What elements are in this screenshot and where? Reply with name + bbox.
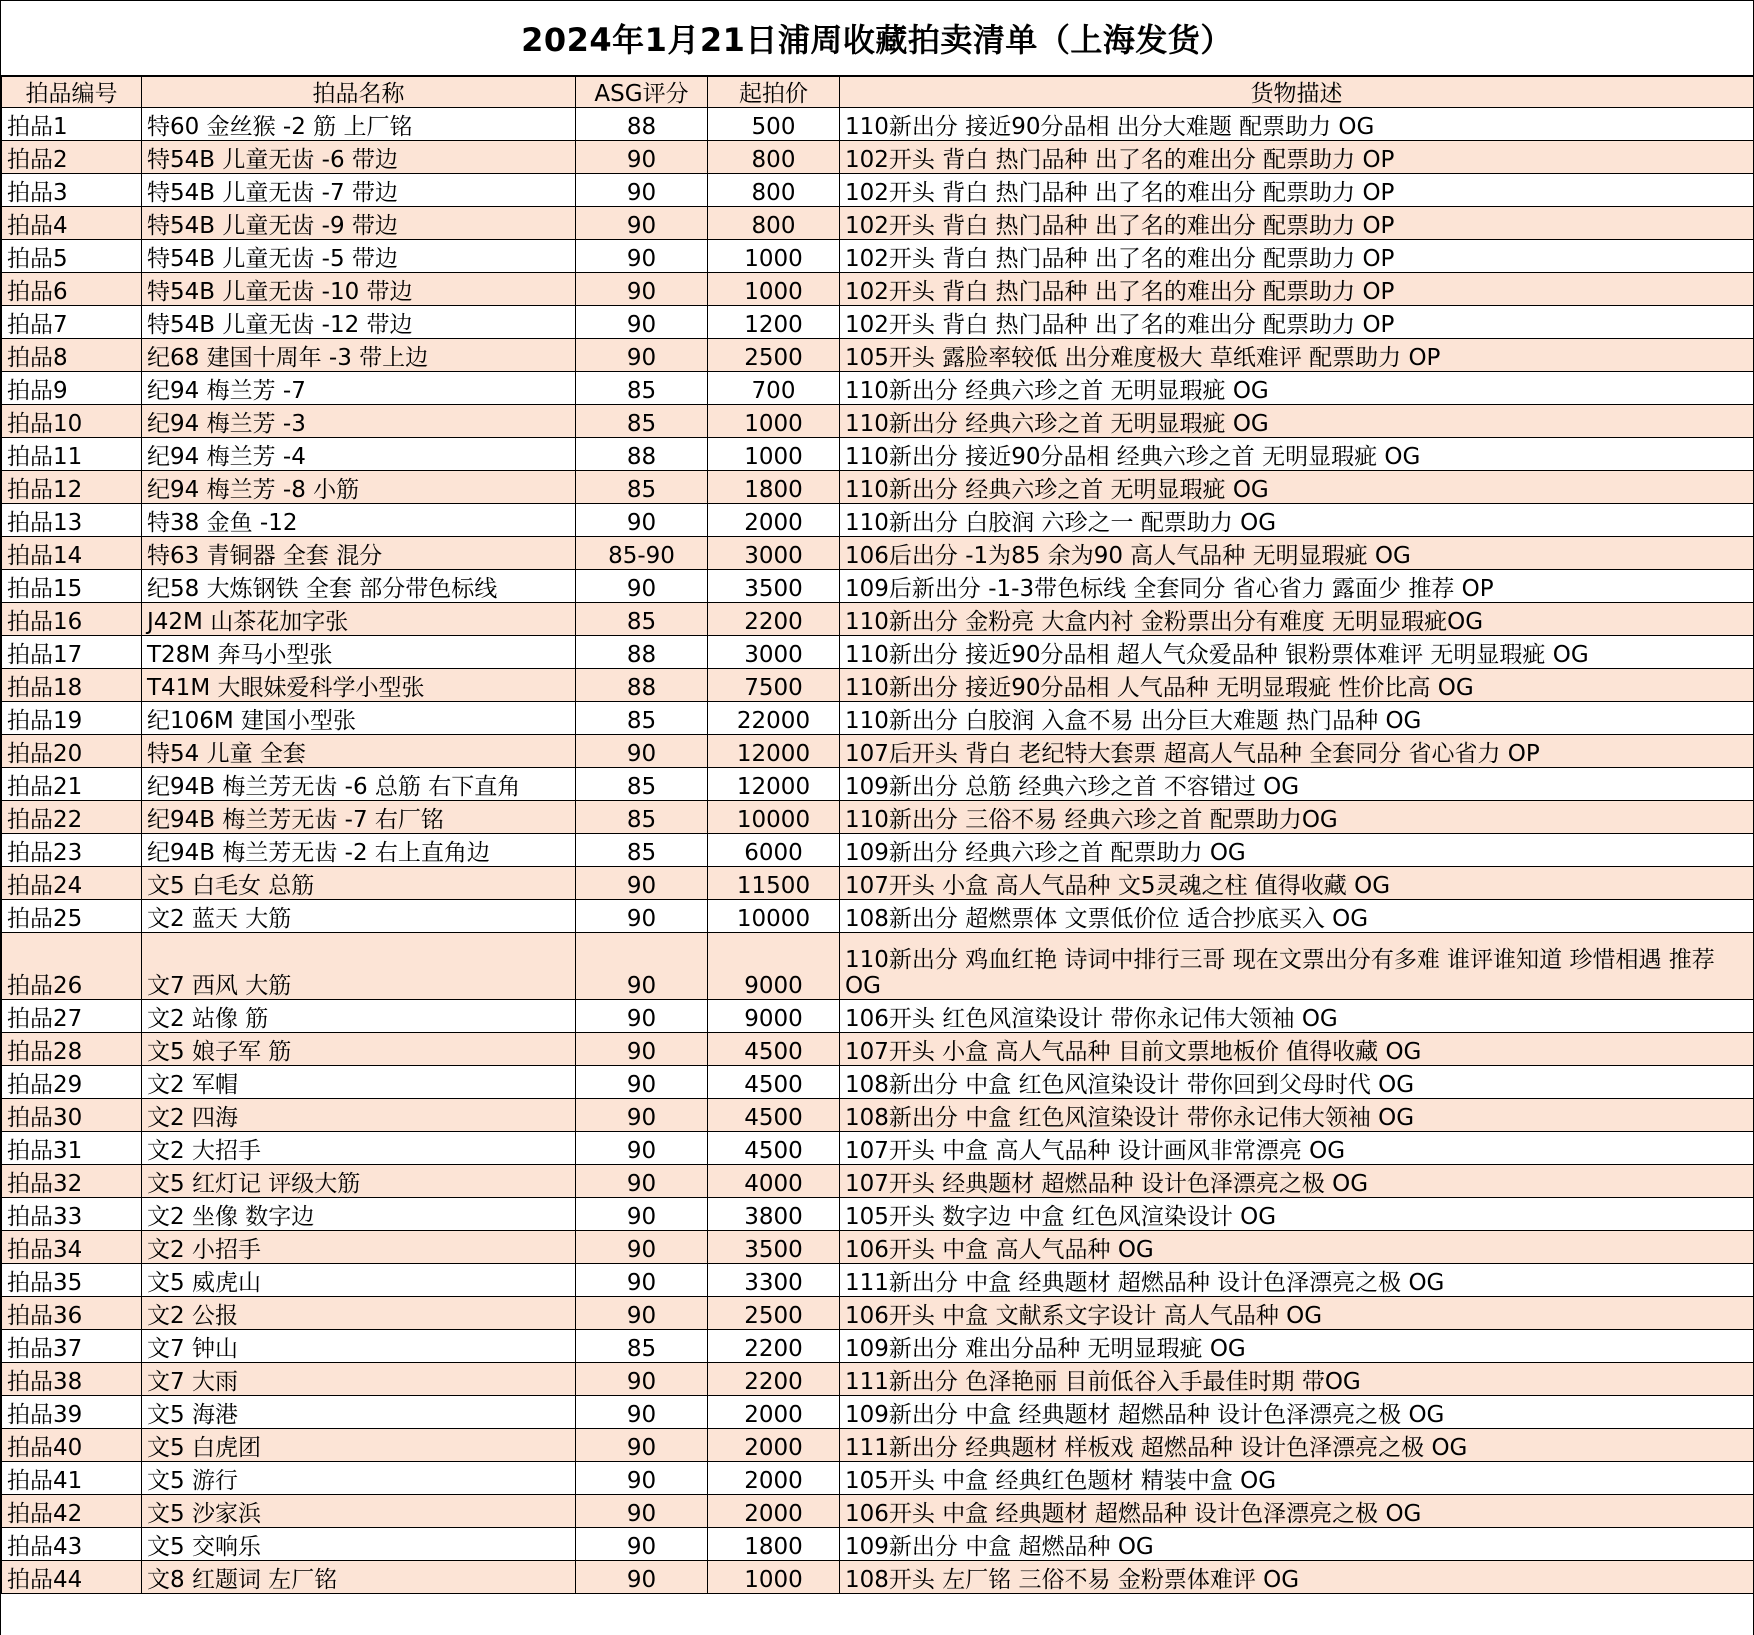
table-row — [2, 1132, 1754, 1165]
start-price-cell: 9000 — [708, 1000, 840, 1033]
start-price-cell: 22000 — [708, 702, 840, 735]
asg-grade-cell: 90 — [576, 1495, 708, 1528]
description-cell: 109新出分 中盒 经典题材 超燃品种 设计色泽漂亮之极 OG — [840, 1396, 1754, 1429]
lot-number-cell: 拍品7 — [2, 306, 142, 339]
asg-grade-cell: 90 — [576, 1033, 708, 1066]
description-cell: 110新出分 接近90分品相 超人气众爱品种 银粉票体难评 无明显瑕疵 OG — [840, 636, 1754, 669]
lot-number-cell: 拍品3 — [2, 174, 142, 207]
asg-grade-cell: 90 — [576, 867, 708, 900]
description-cell: 110新出分 接近90分品相 人气品种 无明显瑕疵 性价比高 OG — [840, 669, 1754, 702]
description-cell: 108新出分 超燃票体 文票低价位 适合抄底买入 OG — [840, 900, 1754, 933]
lot-name-cell: 文5 白毛女 总筋 — [142, 867, 576, 900]
lot-number-cell: 拍品2 — [2, 141, 142, 174]
lot-number-cell: 拍品1 — [2, 108, 142, 141]
description-cell: 108新出分 中盒 红色风渲染设计 带你永记伟大领袖 OG — [840, 1099, 1754, 1132]
title-row — [1, 0, 1753, 76]
start-price-cell: 1000 — [708, 438, 840, 471]
description-cell: 107后开头 背白 老纪特大套票 超高人气品种 全套同分 省心省力 OP — [840, 735, 1754, 768]
asg-grade-cell: 90 — [576, 504, 708, 537]
table-row — [2, 438, 1754, 471]
table-row — [2, 702, 1754, 735]
lot-number-cell: 拍品20 — [2, 735, 142, 768]
table-row — [2, 867, 1754, 900]
header-start-price: 起拍价 — [708, 77, 840, 108]
start-price-cell: 800 — [708, 141, 840, 174]
asg-grade-cell: 90 — [576, 141, 708, 174]
lot-number-cell: 拍品44 — [2, 1561, 142, 1594]
asg-grade-cell: 88 — [576, 108, 708, 141]
start-price-cell: 2000 — [708, 1396, 840, 1429]
asg-grade-cell: 85 — [576, 1330, 708, 1363]
asg-grade-cell: 90 — [576, 1429, 708, 1462]
start-price-cell: 2000 — [708, 1495, 840, 1528]
lot-name-cell: 特54B 儿童无齿 -7 带边 — [142, 174, 576, 207]
description-cell: 105开头 露脸率较低 出分难度极大 草纸难评 配票助力 OP — [840, 339, 1754, 372]
start-price-cell: 1800 — [708, 471, 840, 504]
asg-grade-cell: 90 — [576, 273, 708, 306]
description-cell: 106后出分 -1为85 余为90 高人气品种 无明显瑕疵 OG — [840, 537, 1754, 570]
table-row — [2, 900, 1754, 933]
start-price-cell: 2200 — [708, 1363, 840, 1396]
start-price-cell: 1000 — [708, 240, 840, 273]
lot-name-cell: 文2 公报 — [142, 1297, 576, 1330]
asg-grade-cell: 85 — [576, 603, 708, 636]
start-price-cell: 800 — [708, 207, 840, 240]
description-cell: 102开头 背白 热门品种 出了名的难出分 配票助力 OP — [840, 207, 1754, 240]
description-cell: 108新出分 中盒 红色风渲染设计 带你回到父母时代 OG — [840, 1066, 1754, 1099]
sheet-title: 2024年1月21日浦周收藏拍卖清单（上海发货） — [521, 21, 1233, 59]
lot-number-cell: 拍品21 — [2, 768, 142, 801]
asg-grade-cell: 88 — [576, 669, 708, 702]
header-lot-number: 拍品编号 — [2, 77, 142, 108]
lot-name-cell: 文7 钟山 — [142, 1330, 576, 1363]
lot-name-cell: 纪94B 梅兰芳无齿 -2 右上直角边 — [142, 834, 576, 867]
description-cell: 102开头 背白 热门品种 出了名的难出分 配票助力 OP — [840, 240, 1754, 273]
description-cell: 106开头 中盒 文献系文字设计 高人气品种 OG — [840, 1297, 1754, 1330]
table-row — [2, 735, 1754, 768]
asg-grade-cell: 85 — [576, 372, 708, 405]
lot-number-cell: 拍品14 — [2, 537, 142, 570]
description-cell: 111新出分 经典题材 样板戏 超燃品种 设计色泽漂亮之极 OG — [840, 1429, 1754, 1462]
description-cell: 110新出分 白胶润 入盒不易 出分巨大难题 热门品种 OG — [840, 702, 1754, 735]
lot-number-cell: 拍品35 — [2, 1264, 142, 1297]
lot-number-cell: 拍品13 — [2, 504, 142, 537]
asg-grade-cell: 88 — [576, 438, 708, 471]
description-cell: 110新出分 金粉亮 大盒内衬 金粉票出分有难度 无明显瑕疵OG — [840, 603, 1754, 636]
lot-name-cell: 特54B 儿童无齿 -5 带边 — [142, 240, 576, 273]
start-price-cell: 500 — [708, 108, 840, 141]
asg-grade-cell: 85 — [576, 801, 708, 834]
start-price-cell: 2500 — [708, 1297, 840, 1330]
lot-name-cell: 文2 蓝天 大筋 — [142, 900, 576, 933]
lot-name-cell: 特54 儿童 全套 — [142, 735, 576, 768]
asg-grade-cell: 90 — [576, 1396, 708, 1429]
table-row — [2, 1000, 1754, 1033]
start-price-cell: 4000 — [708, 1165, 840, 1198]
table-row — [2, 1264, 1754, 1297]
start-price-cell: 1000 — [708, 1561, 840, 1594]
asg-grade-cell: 90 — [576, 1132, 708, 1165]
lot-name-cell: 文5 沙家浜 — [142, 1495, 576, 1528]
start-price-cell: 7500 — [708, 669, 840, 702]
lot-number-cell: 拍品28 — [2, 1033, 142, 1066]
lot-number-cell: 拍品22 — [2, 801, 142, 834]
description-cell: 102开头 背白 热门品种 出了名的难出分 配票助力 OP — [840, 273, 1754, 306]
asg-grade-cell: 90 — [576, 1264, 708, 1297]
lot-number-cell: 拍品24 — [2, 867, 142, 900]
table-row — [2, 471, 1754, 504]
asg-grade-cell: 85 — [576, 405, 708, 438]
lot-name-cell: 文2 小招手 — [142, 1231, 576, 1264]
start-price-cell: 10000 — [708, 801, 840, 834]
lot-number-cell: 拍品23 — [2, 834, 142, 867]
description-cell: 105开头 中盒 经典红色题材 精装中盒 OG — [840, 1462, 1754, 1495]
description-cell: 102开头 背白 热门品种 出了名的难出分 配票助力 OP — [840, 306, 1754, 339]
description-cell: 109新出分 总筋 经典六珍之首 不容错过 OG — [840, 768, 1754, 801]
start-price-cell: 11500 — [708, 867, 840, 900]
table-row — [2, 504, 1754, 537]
start-price-cell: 3500 — [708, 1231, 840, 1264]
lot-name-cell: 纪94B 梅兰芳无齿 -7 右厂铭 — [142, 801, 576, 834]
table-row — [2, 603, 1754, 636]
description-cell: 110新出分 经典六珍之首 无明显瑕疵 OG — [840, 405, 1754, 438]
description-cell: 109新出分 难出分品种 无明显瑕疵 OG — [840, 1330, 1754, 1363]
table-row — [2, 207, 1754, 240]
lot-number-cell: 拍品33 — [2, 1198, 142, 1231]
description-cell: 106开头 中盒 经典题材 超燃品种 设计色泽漂亮之极 OG — [840, 1495, 1754, 1528]
start-price-cell: 1000 — [708, 405, 840, 438]
auction-table — [1, 76, 1754, 1594]
lot-name-cell: 特54B 儿童无齿 -12 带边 — [142, 306, 576, 339]
description-cell: 102开头 背白 热门品种 出了名的难出分 配票助力 OP — [840, 141, 1754, 174]
lot-number-cell: 拍品18 — [2, 669, 142, 702]
table-row — [2, 669, 1754, 702]
lot-name-cell: 文2 站像 筋 — [142, 1000, 576, 1033]
table-row — [2, 174, 1754, 207]
description-cell: 109新出分 中盒 超燃品种 OG — [840, 1528, 1754, 1561]
lot-name-cell: 文5 游行 — [142, 1462, 576, 1495]
lot-number-cell: 拍品16 — [2, 603, 142, 636]
lot-name-cell: 特60 金丝猴 -2 筋 上厂铭 — [142, 108, 576, 141]
lot-name-cell: 纪68 建国十周年 -3 带上边 — [142, 339, 576, 372]
table-row — [2, 240, 1754, 273]
description-cell: 110新出分 白胶润 六珍之一 配票助力 OG — [840, 504, 1754, 537]
asg-grade-cell: 90 — [576, 1297, 708, 1330]
asg-grade-cell: 90 — [576, 1066, 708, 1099]
lot-number-cell: 拍品11 — [2, 438, 142, 471]
description-cell: 110新出分 经典六珍之首 无明显瑕疵 OG — [840, 471, 1754, 504]
start-price-cell: 9000 — [708, 933, 840, 1000]
asg-grade-cell: 85 — [576, 834, 708, 867]
asg-grade-cell: 90 — [576, 1165, 708, 1198]
lot-number-cell: 拍品19 — [2, 702, 142, 735]
asg-grade-cell: 90 — [576, 1000, 708, 1033]
lot-name-cell: 特63 青铜器 全套 混分 — [142, 537, 576, 570]
lot-name-cell: 文2 大招手 — [142, 1132, 576, 1165]
description-cell: 110新出分 鸡血红艳 诗词中排行三哥 现在文票出分有多难 谁评谁知道 珍惜相遇 推荐 OG — [840, 933, 1754, 1000]
lot-number-cell: 拍品9 — [2, 372, 142, 405]
table-body — [2, 108, 1754, 1594]
table-row — [2, 1462, 1754, 1495]
start-price-cell: 1800 — [708, 1528, 840, 1561]
description-cell: 110新出分 接近90分品相 出分大难题 配票助力 OG — [840, 108, 1754, 141]
asg-grade-cell: 90 — [576, 1231, 708, 1264]
table-row — [2, 1561, 1754, 1594]
table-row — [2, 801, 1754, 834]
lot-name-cell: 文5 白虎团 — [142, 1429, 576, 1462]
start-price-cell: 800 — [708, 174, 840, 207]
lot-number-cell: 拍品30 — [2, 1099, 142, 1132]
table-row — [2, 834, 1754, 867]
lot-name-cell: 文2 四海 — [142, 1099, 576, 1132]
table-row — [2, 933, 1754, 1000]
lot-number-cell: 拍品42 — [2, 1495, 142, 1528]
table-row — [2, 1363, 1754, 1396]
lot-number-cell: 拍品8 — [2, 339, 142, 372]
lot-name-cell: 特54B 儿童无齿 -10 带边 — [142, 273, 576, 306]
description-cell: 107开头 小盒 高人气品种 文5灵魂之柱 值得收藏 OG — [840, 867, 1754, 900]
lot-name-cell: 特54B 儿童无齿 -9 带边 — [142, 207, 576, 240]
start-price-cell: 4500 — [708, 1132, 840, 1165]
start-price-cell: 2000 — [708, 1462, 840, 1495]
lot-name-cell: 文5 红灯记 评级大筋 — [142, 1165, 576, 1198]
asg-grade-cell: 90 — [576, 207, 708, 240]
lot-number-cell: 拍品6 — [2, 273, 142, 306]
lot-number-cell: 拍品5 — [2, 240, 142, 273]
lot-number-cell: 拍品15 — [2, 570, 142, 603]
lot-number-cell: 拍品39 — [2, 1396, 142, 1429]
table-row — [2, 273, 1754, 306]
asg-grade-cell: 90 — [576, 1198, 708, 1231]
table-row — [2, 1033, 1754, 1066]
description-cell: 107开头 小盒 高人气品种 目前文票地板价 值得收藏 OG — [840, 1033, 1754, 1066]
start-price-cell: 6000 — [708, 834, 840, 867]
start-price-cell: 2200 — [708, 1330, 840, 1363]
header-asg-grade: ASG评分 — [576, 77, 708, 108]
table-row — [2, 636, 1754, 669]
lot-name-cell: 文5 海港 — [142, 1396, 576, 1429]
start-price-cell: 1200 — [708, 306, 840, 339]
lot-name-cell: 纪106M 建国小型张 — [142, 702, 576, 735]
header-description: 货物描述 — [840, 77, 1754, 108]
table-row — [2, 537, 1754, 570]
lot-name-cell: 特54B 儿童无齿 -6 带边 — [142, 141, 576, 174]
asg-grade-cell: 90 — [576, 900, 708, 933]
lot-name-cell: 文2 坐像 数字边 — [142, 1198, 576, 1231]
start-price-cell: 1000 — [708, 273, 840, 306]
start-price-cell: 12000 — [708, 768, 840, 801]
lot-name-cell: 纪94 梅兰芳 -7 — [142, 372, 576, 405]
asg-grade-cell: 85 — [576, 471, 708, 504]
start-price-cell: 12000 — [708, 735, 840, 768]
description-cell: 110新出分 三俗不易 经典六珍之首 配票助力OG — [840, 801, 1754, 834]
start-price-cell: 2200 — [708, 603, 840, 636]
lot-name-cell: 纪94 梅兰芳 -4 — [142, 438, 576, 471]
lot-number-cell: 拍品41 — [2, 1462, 142, 1495]
lot-number-cell: 拍品4 — [2, 207, 142, 240]
asg-grade-cell: 90 — [576, 174, 708, 207]
asg-grade-cell: 85 — [576, 768, 708, 801]
lot-number-cell: 拍品12 — [2, 471, 142, 504]
asg-grade-cell: 90 — [576, 1528, 708, 1561]
start-price-cell: 2000 — [708, 1429, 840, 1462]
lot-number-cell: 拍品43 — [2, 1528, 142, 1561]
lot-name-cell: 纪58 大炼钢铁 全套 部分带色标线 — [142, 570, 576, 603]
lot-name-cell: 纪94 梅兰芳 -3 — [142, 405, 576, 438]
table-row — [2, 306, 1754, 339]
lot-name-cell: 纪94B 梅兰芳无齿 -6 总筋 右下直角 — [142, 768, 576, 801]
start-price-cell: 3500 — [708, 570, 840, 603]
lot-number-cell: 拍品17 — [2, 636, 142, 669]
asg-grade-cell: 90 — [576, 735, 708, 768]
start-price-cell: 3800 — [708, 1198, 840, 1231]
table-row — [2, 768, 1754, 801]
description-cell: 110新出分 接近90分品相 经典六珍之首 无明显瑕疵 OG — [840, 438, 1754, 471]
asg-grade-cell: 85 — [576, 702, 708, 735]
table-row — [2, 1495, 1754, 1528]
header-row — [2, 77, 1754, 108]
asg-grade-cell: 90 — [576, 339, 708, 372]
asg-grade-cell: 90 — [576, 933, 708, 1000]
start-price-cell: 3000 — [708, 636, 840, 669]
table-row — [2, 141, 1754, 174]
asg-grade-cell: 90 — [576, 240, 708, 273]
lot-number-cell: 拍品37 — [2, 1330, 142, 1363]
description-cell: 111新出分 中盒 经典题材 超燃品种 设计色泽漂亮之极 OG — [840, 1264, 1754, 1297]
description-cell: 106开头 红色风渲染设计 带你永记伟大领袖 OG — [840, 1000, 1754, 1033]
lot-name-cell: 文7 大雨 — [142, 1363, 576, 1396]
description-cell: 111新出分 色泽艳丽 目前低谷入手最佳时期 带OG — [840, 1363, 1754, 1396]
lot-number-cell: 拍品10 — [2, 405, 142, 438]
start-price-cell: 10000 — [708, 900, 840, 933]
lot-name-cell: 文5 威虎山 — [142, 1264, 576, 1297]
table-row — [2, 1429, 1754, 1462]
description-cell: 109后新出分 -1-3带色标线 全套同分 省心省力 露面少 推荐 OP — [840, 570, 1754, 603]
start-price-cell: 3300 — [708, 1264, 840, 1297]
start-price-cell: 700 — [708, 372, 840, 405]
table-row — [2, 1330, 1754, 1363]
lot-number-cell: 拍品32 — [2, 1165, 142, 1198]
asg-grade-cell: 88 — [576, 636, 708, 669]
description-cell: 105开头 数字边 中盒 红色风渲染设计 OG — [840, 1198, 1754, 1231]
table-row — [2, 570, 1754, 603]
lot-name-cell: J42M 山茶花加字张 — [142, 603, 576, 636]
lot-number-cell: 拍品25 — [2, 900, 142, 933]
table-row — [2, 108, 1754, 141]
asg-grade-cell: 90 — [576, 1099, 708, 1132]
lot-name-cell: 特38 金鱼 -12 — [142, 504, 576, 537]
asg-grade-cell: 90 — [576, 1462, 708, 1495]
description-cell: 110新出分 经典六珍之首 无明显瑕疵 OG — [840, 372, 1754, 405]
lot-name-cell: 文5 娘子军 筋 — [142, 1033, 576, 1066]
asg-grade-cell: 90 — [576, 306, 708, 339]
table-row — [2, 1198, 1754, 1231]
description-cell: 102开头 背白 热门品种 出了名的难出分 配票助力 OP — [840, 174, 1754, 207]
start-price-cell: 3000 — [708, 537, 840, 570]
description-cell: 109新出分 经典六珍之首 配票助力 OG — [840, 834, 1754, 867]
lot-name-cell: 文7 西风 大筋 — [142, 933, 576, 1000]
lot-number-cell: 拍品40 — [2, 1429, 142, 1462]
lot-number-cell: 拍品29 — [2, 1066, 142, 1099]
description-cell: 107开头 中盒 高人气品种 设计画风非常漂亮 OG — [840, 1132, 1754, 1165]
lot-number-cell: 拍品36 — [2, 1297, 142, 1330]
start-price-cell: 2500 — [708, 339, 840, 372]
lot-number-cell: 拍品27 — [2, 1000, 142, 1033]
table-row — [2, 1297, 1754, 1330]
start-price-cell: 4500 — [708, 1099, 840, 1132]
header-lot-name: 拍品名称 — [142, 77, 576, 108]
start-price-cell: 2000 — [708, 504, 840, 537]
asg-grade-cell: 90 — [576, 570, 708, 603]
table-row — [2, 405, 1754, 438]
table-row — [2, 1066, 1754, 1099]
table-row — [2, 372, 1754, 405]
asg-grade-cell: 85-90 — [576, 537, 708, 570]
lot-name-cell: T41M 大眼妹爱科学小型张 — [142, 669, 576, 702]
table-row — [2, 1396, 1754, 1429]
start-price-cell: 4500 — [708, 1033, 840, 1066]
lot-name-cell: 纪94 梅兰芳 -8 小筋 — [142, 471, 576, 504]
description-cell: 106开头 中盒 高人气品种 OG — [840, 1231, 1754, 1264]
lot-number-cell: 拍品26 — [2, 933, 142, 1000]
table-row — [2, 1528, 1754, 1561]
lot-name-cell: 文2 军帽 — [142, 1066, 576, 1099]
lot-name-cell: 文8 红题词 左厂铭 — [142, 1561, 576, 1594]
table-row — [2, 1231, 1754, 1264]
table-row — [2, 1099, 1754, 1132]
asg-grade-cell: 90 — [576, 1363, 708, 1396]
lot-name-cell: 文5 交响乐 — [142, 1528, 576, 1561]
lot-number-cell: 拍品34 — [2, 1231, 142, 1264]
lot-number-cell: 拍品38 — [2, 1363, 142, 1396]
asg-grade-cell: 90 — [576, 1561, 708, 1594]
description-cell: 108开头 左厂铭 三俗不易 金粉票体难评 OG — [840, 1561, 1754, 1594]
table-row — [2, 1165, 1754, 1198]
lot-number-cell: 拍品31 — [2, 1132, 142, 1165]
start-price-cell: 4500 — [708, 1066, 840, 1099]
lot-name-cell: T28M 奔马小型张 — [142, 636, 576, 669]
table-row — [2, 339, 1754, 372]
description-cell: 107开头 经典题材 超燃品种 设计色泽漂亮之极 OG — [840, 1165, 1754, 1198]
